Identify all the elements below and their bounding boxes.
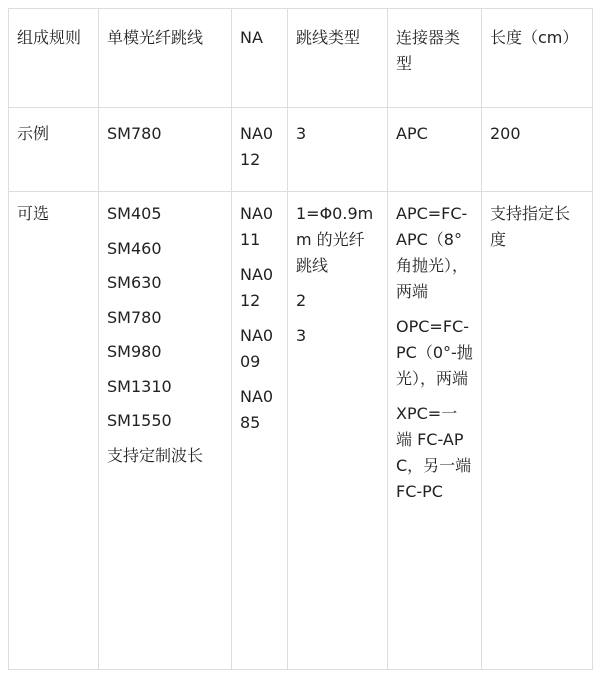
type-option: 2 bbox=[296, 291, 307, 310]
spec-table bbox=[8, 8, 593, 670]
fiber-option: SM1550 bbox=[107, 411, 172, 430]
optional-type-cell bbox=[288, 192, 388, 670]
example-connector-cell: APC bbox=[388, 108, 482, 192]
fiber-option: SM780 bbox=[107, 307, 162, 327]
optional-label-cell: 可选 bbox=[9, 192, 99, 670]
type-option: 3 bbox=[296, 326, 307, 345]
example-na-cell: NA012 bbox=[232, 108, 288, 192]
connector-option: XPC=一端 FC-APC，另一端 FC-PC bbox=[396, 404, 472, 501]
fiber-option: SM980 bbox=[107, 342, 162, 361]
fiber-option: SM405 bbox=[107, 204, 162, 223]
na-option: NA009 bbox=[240, 326, 274, 371]
fiber-option: 支持定制波长 bbox=[107, 445, 204, 465]
connector-option: OPC=FC-PC（0°-抛光），两端 bbox=[396, 317, 473, 388]
optional-na-cell bbox=[232, 192, 288, 670]
header-cell-rule: 组成规则 bbox=[9, 9, 99, 108]
header-cell-fiber: 单模光纤跳线 bbox=[99, 9, 232, 108]
table-row-example bbox=[9, 108, 593, 192]
header-cell-connector: 连接器类型 bbox=[388, 9, 482, 108]
header-cell-type: 跳线类型 bbox=[288, 9, 388, 108]
type-option: 1=Φ0.9mm 的光纤跳线 bbox=[296, 204, 374, 275]
header-cell-length: 长度（cm） bbox=[482, 9, 593, 108]
header-cell-na: NA bbox=[232, 9, 288, 108]
connector-option: APC=FC-APC（8°角抛光），两端 bbox=[396, 204, 469, 301]
na-option: NA011 bbox=[240, 204, 274, 249]
fiber-option: SM630 bbox=[107, 273, 162, 292]
table-header-row bbox=[9, 9, 593, 108]
optional-connector-cell bbox=[388, 192, 482, 670]
fiber-option: SM1310 bbox=[107, 376, 172, 396]
example-fiber-cell: SM780 bbox=[99, 108, 232, 192]
na-option: NA012 bbox=[240, 265, 274, 310]
na-option: NA085 bbox=[240, 387, 274, 432]
example-label-cell: 示例 bbox=[9, 108, 99, 192]
fiber-option: SM460 bbox=[107, 238, 162, 258]
example-length-cell: 200 bbox=[482, 108, 593, 192]
table-row-optional bbox=[9, 192, 593, 670]
example-type-cell: 3 bbox=[288, 108, 388, 192]
optional-fiber-cell bbox=[99, 192, 232, 670]
optional-length-cell: 支持指定长度 bbox=[482, 192, 593, 670]
